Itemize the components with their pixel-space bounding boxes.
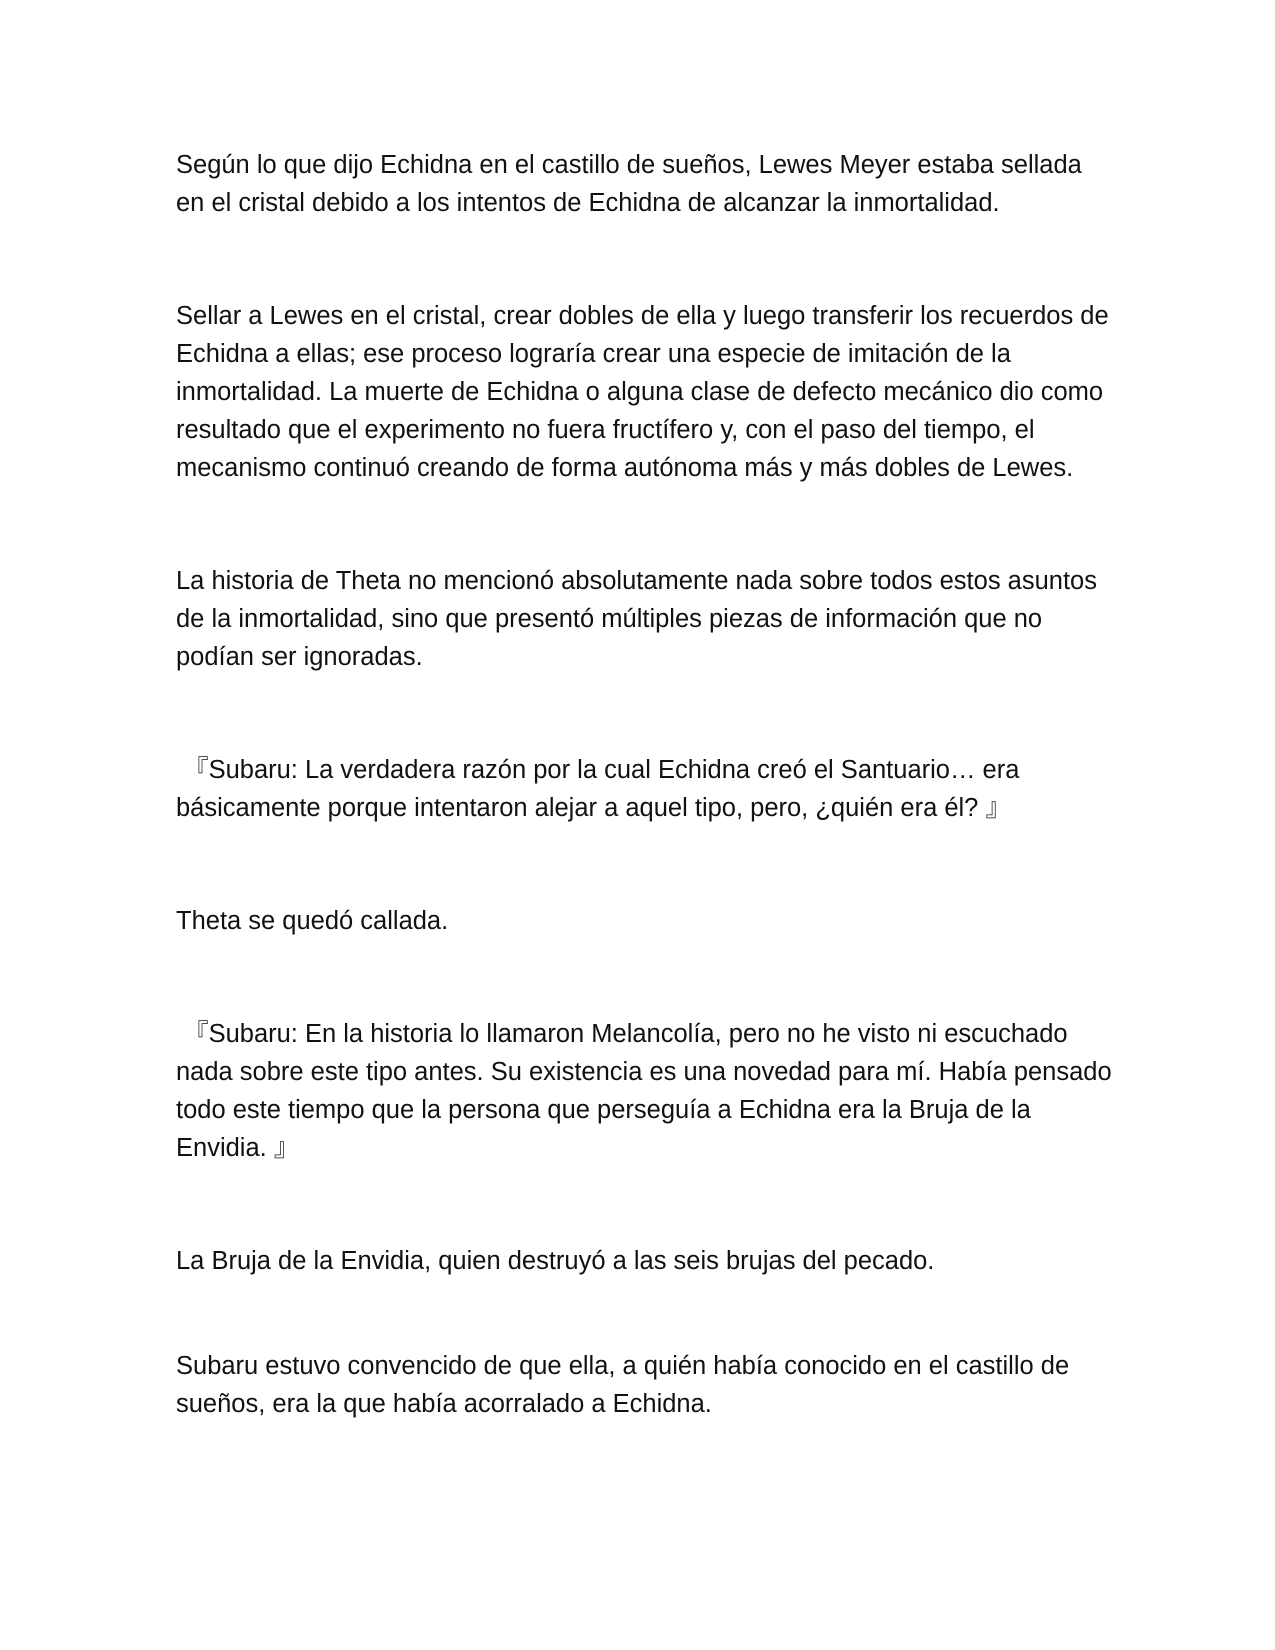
dialogue-subaru-1: 『Subaru: La verdadera razón por la cual Echidna creó el Santuario… era básicamente porque intentaron alejar a aquel tipo, pero, ¿quién era él? 』 (176, 756, 1020, 822)
paragraph-2: Sellar a Lewes en el cristal, crear dobles de ella y luego transferir los recuerdos de Echidna a ellas; ese proceso lograría crear una especie de imitación de la inmortalidad. La muerte de Echidna o alguna clase de defecto mecánico dio como resultado que el experimento no fuera fructífero y, con el paso del tiempo, el mecanismo continuó creando de forma autónoma más y más dobles de Lewes. (176, 302, 1109, 482)
document-body (176, 146, 1116, 1423)
paragraph-3: La historia de Theta no mencionó absolutamente nada sobre todos estos asuntos de la inmortalidad, sino que presentó múltiples piezas de información que no podían ser ignoradas. (176, 567, 1097, 671)
paragraph-7: La Bruja de la Envidia, quien destruyó a las seis brujas del pecado. (176, 1247, 935, 1275)
paragraph-1: Según lo que dijo Echidna en el castillo de sueños, Lewes Meyer estaba sellada en el cristal debido a los intentos de Echidna de alcanzar la inmortalidad. (176, 151, 1082, 217)
paragraph-5: Theta se quedó callada. (176, 907, 449, 935)
paragraph-8: Subaru estuvo convencido de que ella, a quién había conocido en el castillo de sueños, era la que había acorralado a Echidna. (176, 1352, 1070, 1418)
dialogue-subaru-2: 『Subaru: En la historia lo llamaron Melancolía, pero no he visto ni escuchado nada sobre este tipo antes. Su existencia es una novedad para mí. Había pensado todo este tiempo que la persona que perseguía a Echidna era la Bruja de la Envidia. 』 (176, 1020, 1112, 1162)
